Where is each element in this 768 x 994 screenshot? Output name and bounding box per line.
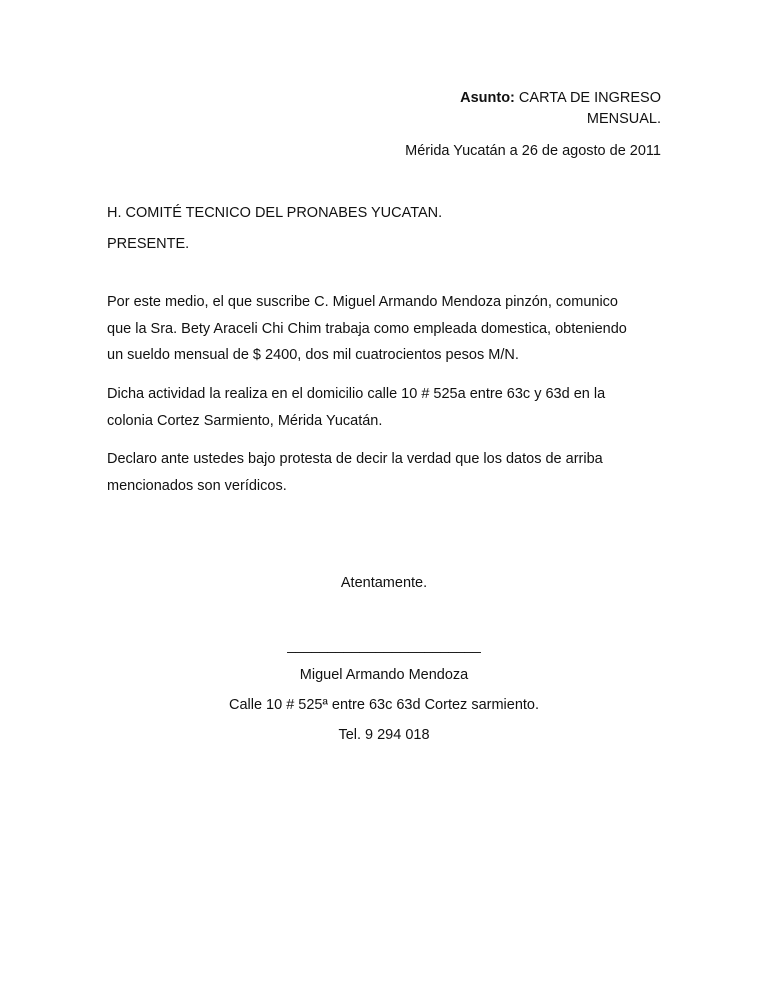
- closing: Atentamente.: [340, 575, 428, 591]
- signer-phone: Tel. 9 294 018: [338, 727, 430, 743]
- subject-text-1: CARTA DE INGRESO: [518, 90, 661, 106]
- body-paragraph-2: [107, 381, 667, 434]
- signer-address: Calle 10 # 525ª entre 63c 63d Cortez sarmiento.: [228, 697, 540, 713]
- paragraph-line: que la Sra. Bety Araceli Chi Chim trabaja como empleada domestica, obteniendo: [107, 320, 627, 337]
- subject-line-1: [361, 88, 661, 109]
- subject-label: Asunto:: [460, 90, 515, 106]
- place-date: Mérida Yucatán a 26 de agosto de 2011: [405, 143, 661, 159]
- subject-text-2: MENSUAL.: [586, 111, 661, 127]
- subject-block: [361, 88, 661, 130]
- paragraph-line: Dicha actividad la realiza en el domicilio calle 10 # 525a entre 63c y 63d en la: [107, 386, 606, 402]
- paragraph-line: colonia Cortez Sarmiento, Mérida Yucatán.: [107, 412, 383, 429]
- paragraph-line: Declaro ante ustedes bajo protesta de decir la verdad que los datos de arriba: [107, 451, 603, 467]
- body-paragraph-3: [107, 446, 667, 499]
- paragraph-line: un sueldo mensual de $ 2400, dos mil cuatrocientos pesos M/N.: [107, 347, 519, 363]
- paragraph-line: Por este medio, el que suscribe C. Miguel Armando Mendoza pinzón, comunico: [107, 294, 618, 310]
- signature-line: ________________________: [287, 638, 481, 654]
- recipient: H. COMITÉ TECNICO DEL PRONABES YUCATAN.: [107, 205, 443, 221]
- body-paragraph-1: [107, 289, 667, 369]
- present-line: PRESENTE.: [107, 236, 190, 252]
- signer-name: Miguel Armando Mendoza: [299, 667, 469, 683]
- paragraph-line: mencionados son verídicos.: [107, 477, 287, 494]
